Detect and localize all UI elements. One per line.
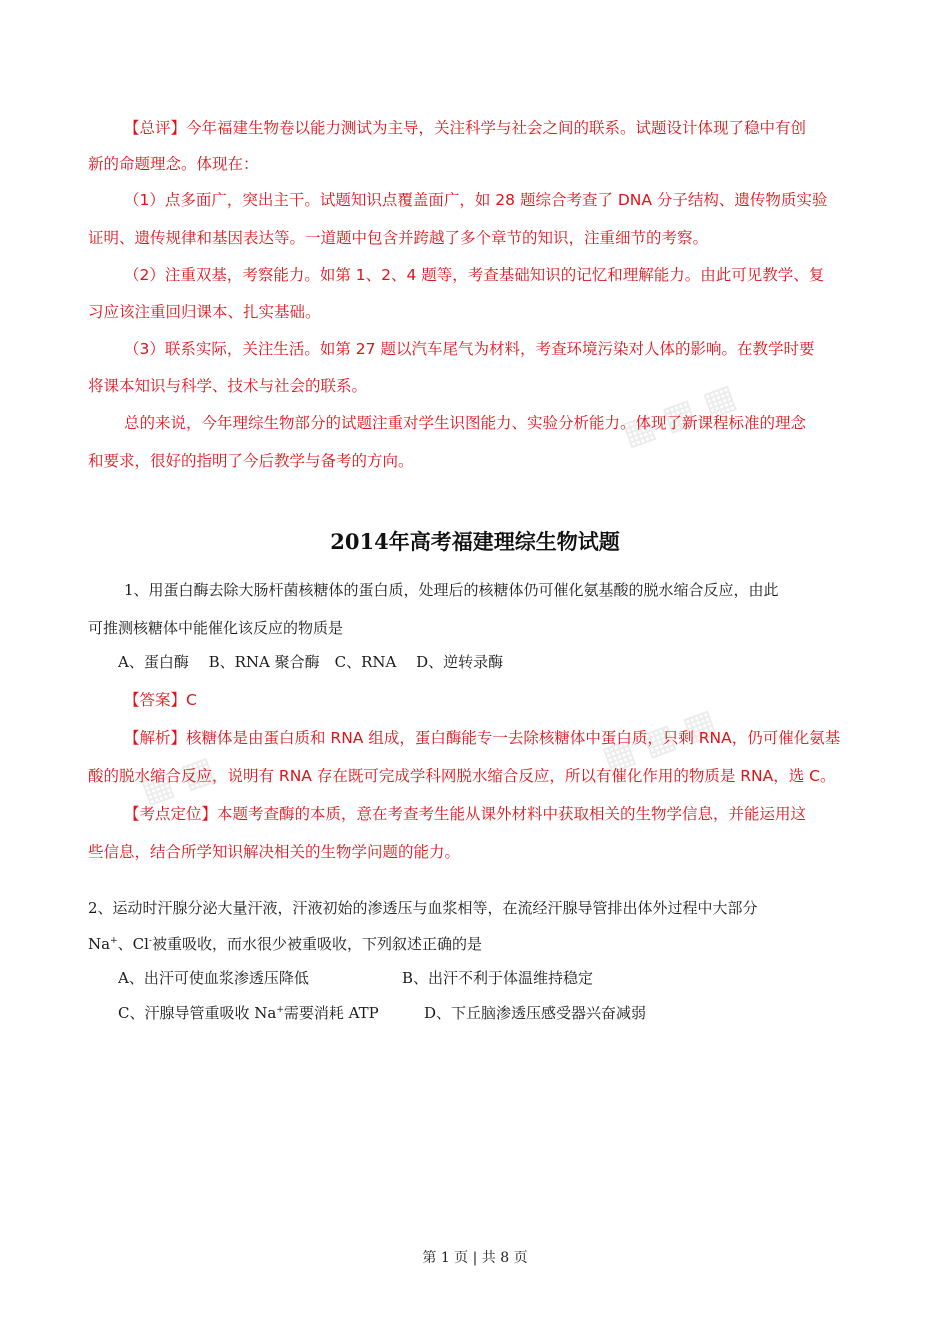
watermark: ▦ ▦ ▦: [596, 701, 722, 779]
review-line: （1）点多面广，突出主干。试题知识点覆盖面广，如 28 题综合考查了 DNA 分子结构、遗传物质实验: [124, 191, 828, 209]
analysis-line: 酸的脱水缩合反应，说明有 RNA 存在既可完成学科网脱水缩合反应，所以有催化作用的物质是 RNA，选 C。: [88, 767, 836, 785]
option-b: B、出汗不利于体温维持稳定: [402, 969, 594, 987]
review-line: 【总评】今年福建生物卷以能力测试为主导，关注科学与社会之间的联系。试题设计体现了稳中有创: [124, 119, 807, 137]
review-line: 习应该注重回归课本、扎实基础。: [88, 303, 321, 321]
point-line: 【考点定位】本题考查酶的本质，意在考查考生能从课外材料中获取相关的生物学信息，并能运用这: [124, 805, 807, 823]
review-heading: 【总评】: [124, 119, 187, 137]
answer-line: 【答案】C: [124, 691, 197, 709]
question-1-options: A、蛋白酶 B、RNA 聚合酶 C、RNA D、逆转录酶: [118, 653, 504, 671]
question-2-text: Na+、Cl-被重吸收，而水很少被重吸收，下列叙述正确的是: [88, 935, 482, 953]
point-line: 些信息，结合所学知识解决相关的生物学问题的能力。: [88, 843, 461, 861]
review-line: 新的命题理念。体现在：: [88, 155, 259, 173]
review-line: （2）注重双基，考察能力。如第 1、2、4 题等，考查基础知识的记忆和理解能力。由此可见教学、复: [124, 266, 825, 284]
option-c: C、汗腺导管重吸收 Na+需要消耗 ATP: [118, 1004, 379, 1022]
review-line: （3）联系实际，关注生活。如第 27 题以汽车尾气为材料，考查环境污染对人体的影响。在教学时要: [124, 340, 815, 358]
review-line: 总的来说，今年理综生物部分的试题注重对学生识图能力、实验分析能力。体现了新课程标准的理念: [124, 414, 807, 432]
review-line: 将课本知识与科学、技术与社会的联系。: [88, 377, 368, 395]
watermark: ▦ ▦: [135, 748, 220, 812]
review-line: 证明、遗传规律和基因表达等。一道题中包含并跨越了多个章节的知识，注重细节的考察。: [88, 229, 709, 247]
watermark: ▦ ▦ ▦: [616, 376, 742, 454]
analysis-line: 【解析】核糖体是由蛋白质和 RNA 组成，蛋白酶能专一去除核糖体中蛋白质，只剩 RNA，仍可催化氨基: [124, 729, 841, 747]
page-footer: 第 1 页 | 共 8 页: [422, 1250, 528, 1266]
question-2-text: 2、运动时汗腺分泌大量汗液，汗液初始的渗透压与血浆相等，在流经汗腺导管排出体外过程中大部分: [88, 899, 758, 917]
review-line: 和要求，很好的指明了今后教学与备考的方向。: [88, 452, 414, 470]
question-1-text: 1、用蛋白酶去除大肠杆菌核糖体的蛋白质，处理后的核糖体仍可催化氨基酸的脱水缩合反应，由此: [124, 581, 779, 599]
question-1-text: 可推测核糖体中能催化该反应的物质是: [88, 619, 344, 637]
page-title: 2014年高考福建理综生物试题: [330, 529, 620, 554]
option-a: A、出汗可使血浆渗透压降低: [118, 969, 309, 987]
option-d: D、下丘脑渗透压感受器兴奋减弱: [424, 1004, 647, 1022]
